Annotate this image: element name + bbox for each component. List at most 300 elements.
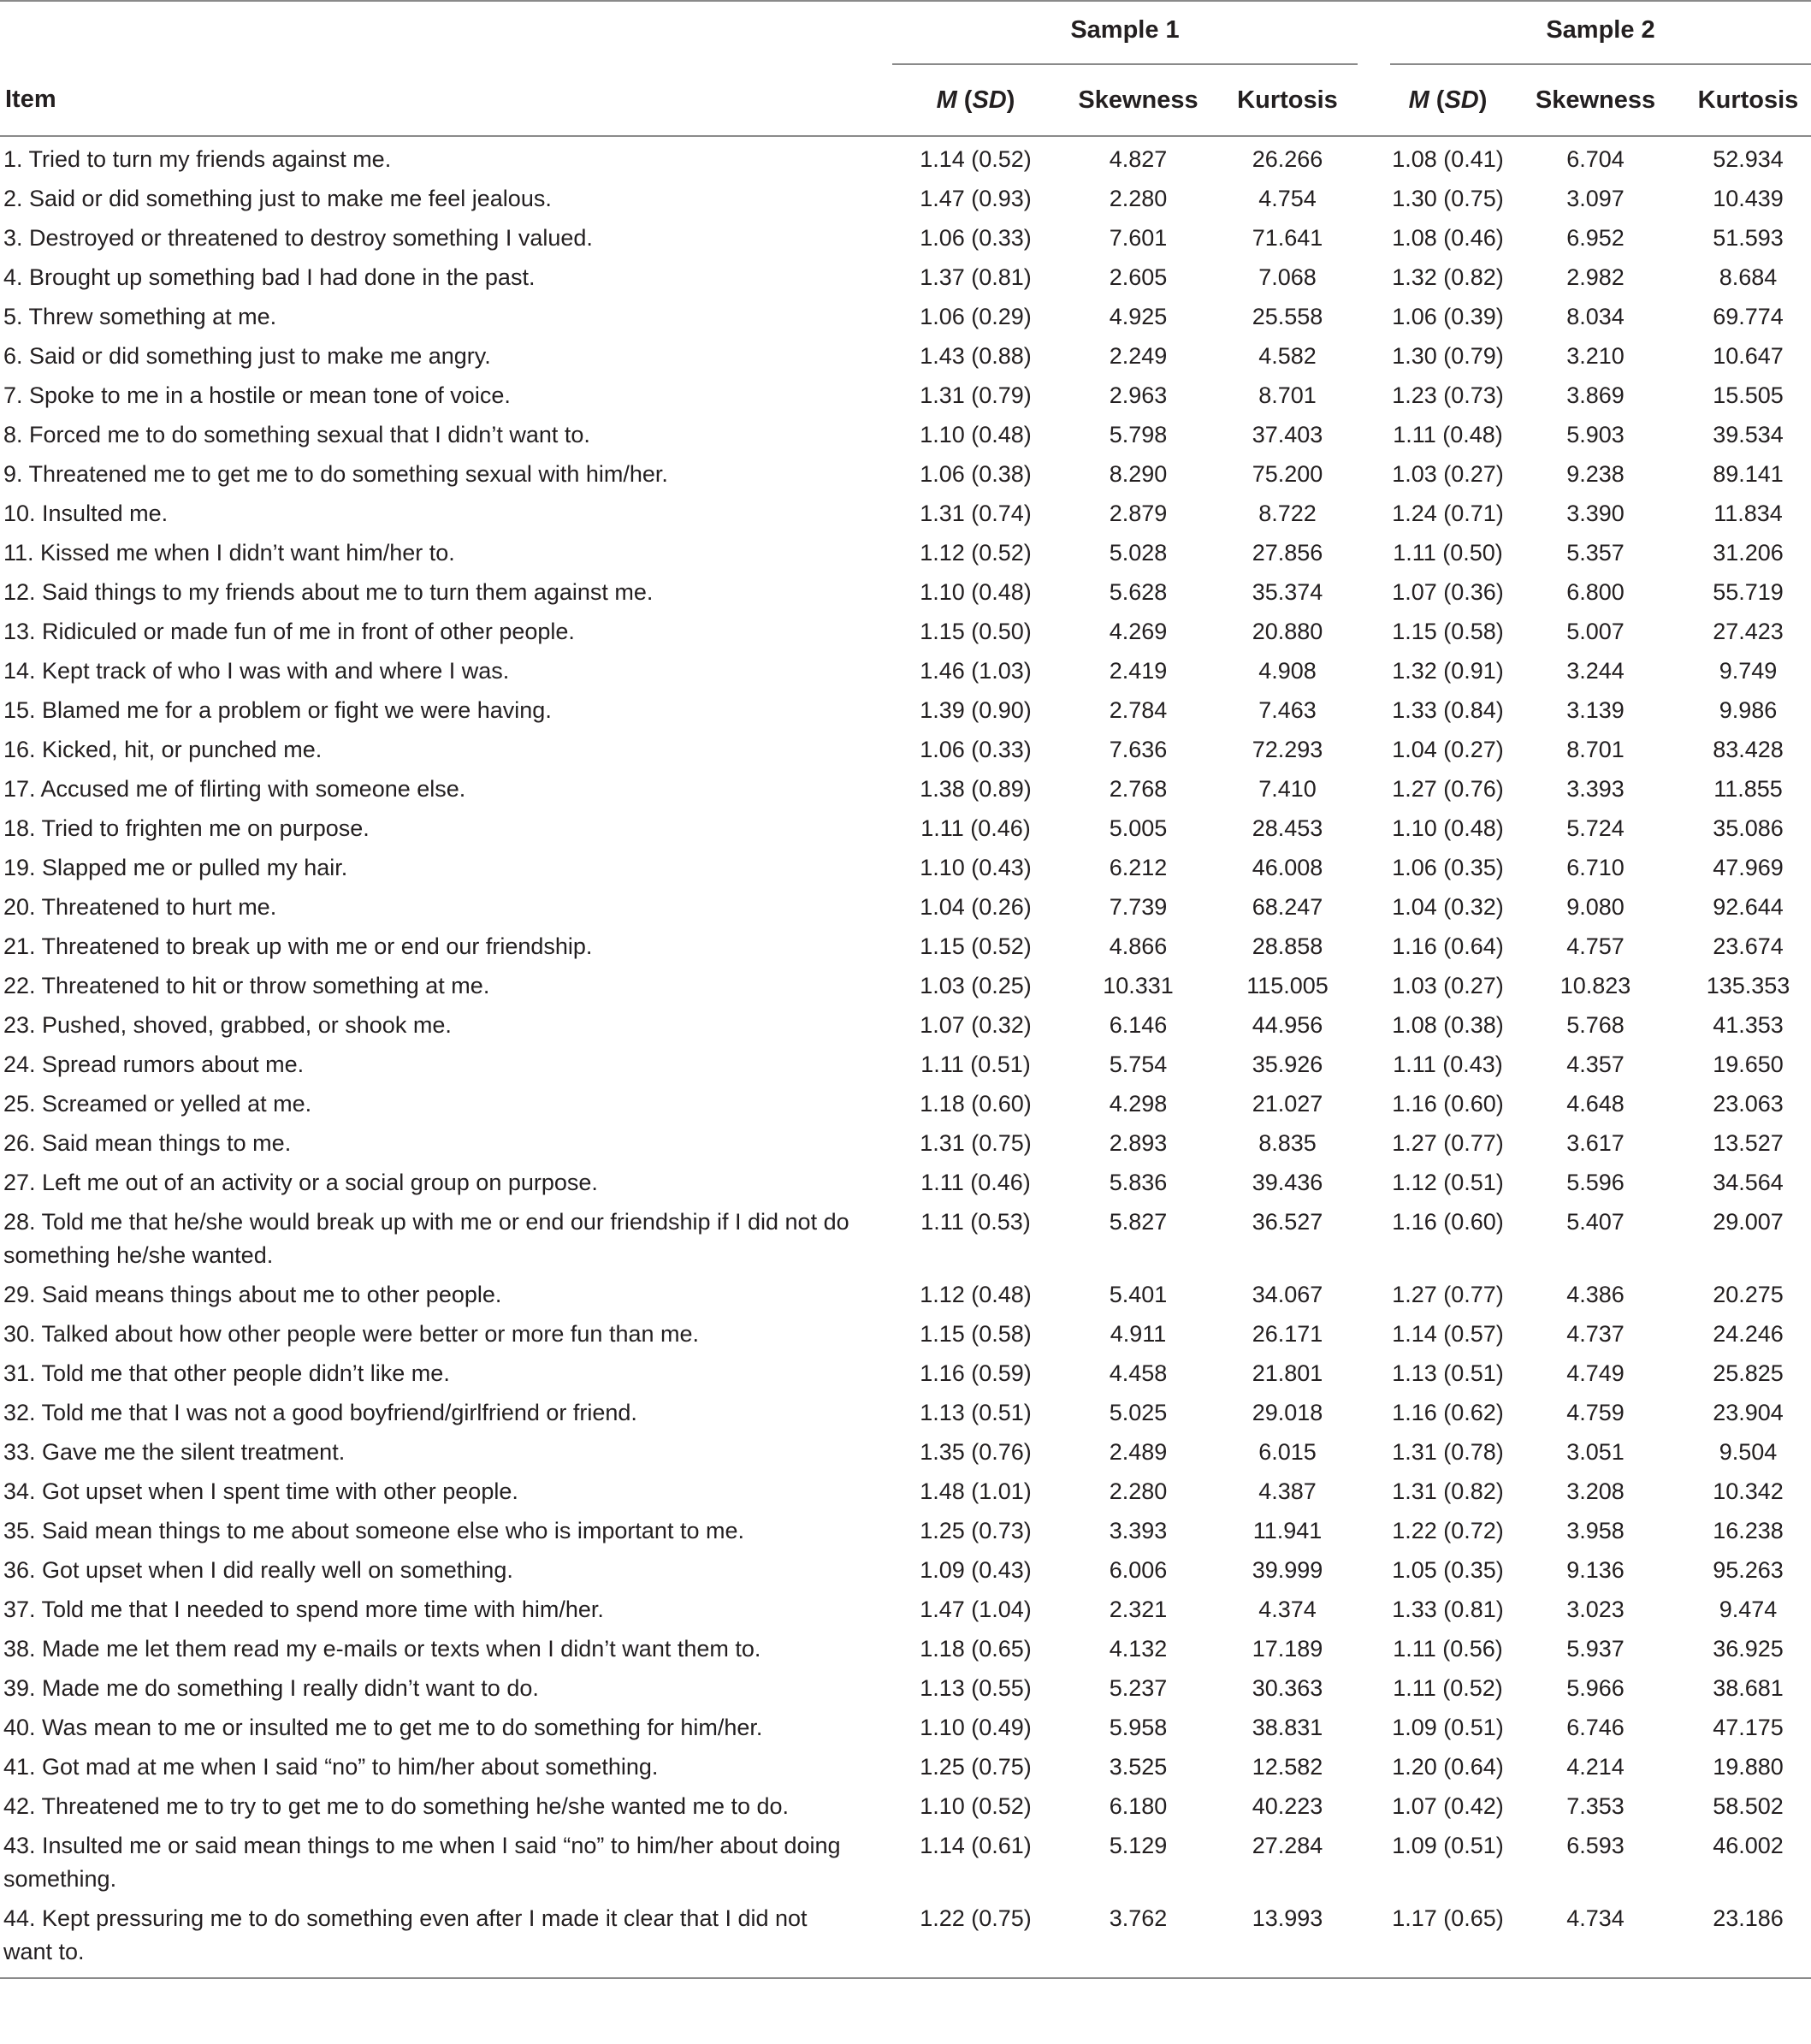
sample-2-skewness-cell: 4.357 [1566, 1052, 1625, 1077]
item-cell: 20. Threatened to hurt me. [3, 894, 277, 920]
sample-2-kurtosis-cell: 27.423 [1713, 619, 1784, 644]
item-cell: 41. Got mad at me when I said “no” to him/her about something. [3, 1754, 659, 1780]
column-header-row [0, 64, 1811, 136]
sample-1-skewness-cell: 7.739 [1109, 894, 1168, 920]
sample-1-kurtosis-cell: 46.008 [1252, 855, 1323, 880]
sample-2-mean-sd-cell: 1.11 (0.50) [1393, 540, 1503, 566]
sample-1-skewness-cell: 2.784 [1109, 697, 1168, 723]
sample-1-mean-sd-cell: 1.06 (0.38) [920, 461, 1032, 487]
sample-2-mean-sd-cell: 1.33 (0.84) [1392, 697, 1504, 723]
sample-1-skewness-cell: 4.298 [1109, 1091, 1168, 1117]
sample-1-kurtosis-cell: 38.831 [1252, 1715, 1323, 1740]
sample-2-mean-sd-cell: 1.06 (0.35) [1392, 855, 1504, 880]
sample-2-kurtosis-cell: 13.527 [1713, 1130, 1784, 1156]
sample-1-group-header: Sample 1 [892, 2, 1358, 64]
table-row [0, 727, 1811, 767]
sample-2-kurtosis-cell: 16.238 [1713, 1518, 1784, 1543]
sample-1-skewness-cell: 2.893 [1109, 1130, 1168, 1156]
sample-1-mean-sd-cell: 1.06 (0.29) [920, 304, 1032, 329]
sample-2-skewness-cell: 5.937 [1566, 1636, 1625, 1662]
item-cell: 13. Ridiculed or made fun of me in front of other people. [3, 619, 575, 644]
sample-2-mean-sd-cell: 1.22 (0.72) [1392, 1518, 1504, 1543]
table-row [0, 1003, 1811, 1042]
sample-2-mean-sd-cell: 1.11 (0.48) [1393, 422, 1503, 447]
item-cell: 19. Slapped me or pulled my hair. [3, 855, 348, 880]
table-row [0, 294, 1811, 334]
sample-2-skewness-cell: 3.617 [1566, 1130, 1625, 1156]
sample-1-skewness-cell: 7.636 [1109, 737, 1168, 762]
table-row [0, 1390, 1811, 1430]
item-cell: 34. Got upset when I spent time with other people. [3, 1478, 518, 1504]
sample-1-mean-sd-cell: 1.03 (0.25) [920, 973, 1032, 998]
item-cell: 31. Told me that other people didn’t like me. [3, 1360, 450, 1386]
table-row [0, 216, 1811, 255]
sample-2-skewness-cell: 6.800 [1566, 579, 1625, 605]
table-row [0, 255, 1811, 294]
sample-2-mean-sd-cell: 1.14 (0.57) [1392, 1321, 1504, 1347]
sample-2-kurtosis-cell: 20.275 [1713, 1282, 1784, 1307]
sample-2-mean-sd-cell: 1.05 (0.35) [1392, 1557, 1504, 1583]
sample-1-mean-sd-cell: 1.48 (1.01) [920, 1478, 1032, 1504]
sample-1-kurtosis-cell: 6.015 [1258, 1439, 1317, 1465]
sample-1-kurtosis-cell: 40.223 [1252, 1793, 1323, 1819]
sample-2-kurtosis-cell: 55.719 [1713, 579, 1784, 605]
item-cell: 12. Said things to my friends about me to turn them against me. [3, 579, 654, 605]
sample-1-mean-sd-cell: 1.31 (0.74) [920, 501, 1032, 526]
sample-2-kurtosis-cell: 9.986 [1719, 697, 1778, 723]
sample-2-mean-sd-cell: 1.32 (0.91) [1392, 658, 1504, 684]
sample-2-skewness-cell: 4.386 [1566, 1282, 1625, 1307]
sample-1-mean-sd-cell: 1.16 (0.59) [920, 1360, 1032, 1386]
sample-1-mean-sd-cell: 1.22 (0.75) [892, 1896, 1059, 1978]
sample-1-mean-sd-cell: 1.10 (0.48) [920, 422, 1032, 447]
table-row [0, 1666, 1811, 1705]
sample-2-kurtosis-cell: 23.186 [1685, 1896, 1811, 1978]
table-row [0, 530, 1811, 570]
sample-2-skewness-cell: 6.704 [1566, 146, 1625, 172]
sample-2-mean-sd-cell: 1.27 (0.77) [1392, 1282, 1504, 1307]
table-row [0, 491, 1811, 530]
sample-1-skewness-cell: 6.006 [1109, 1557, 1168, 1583]
sample-1-skewness-cell: 5.836 [1109, 1170, 1168, 1195]
sample-1-mean-sd-cell: 1.38 (0.89) [920, 776, 1032, 802]
sample-2-mean-sd-cell: 1.27 (0.77) [1392, 1130, 1504, 1156]
sample-1-mean-sd-cell: 1.13 (0.55) [920, 1675, 1032, 1701]
item-cell: 6. Said or did something just to make me angry. [3, 343, 491, 369]
sample-1-skewness-cell: 8.290 [1109, 461, 1168, 487]
sample-2-mean-sd-cell: 1.03 (0.27) [1392, 973, 1504, 998]
table-row [0, 767, 1811, 806]
sample-2-kurtosis-cell: 9.474 [1719, 1597, 1778, 1622]
sample-1-kurtosis-cell: 26.171 [1252, 1321, 1323, 1347]
sample-2-kurtosis-cell: 29.007 [1713, 1209, 1784, 1235]
item-cell: 15. Blamed me for a problem or fight we were having. [3, 697, 552, 723]
sample-2-kurtosis-cell: 9.749 [1719, 658, 1778, 684]
sample-2-skewness-cell: 6.593 [1566, 1833, 1625, 1858]
item-cell: 22. Threatened to hit or throw something at me. [3, 973, 490, 998]
item-cell: 17. Accused me of flirting with someone else. [3, 776, 466, 802]
sample-1-kurtosis-cell: 44.956 [1252, 1012, 1323, 1038]
item-cell: 2. Said or did something just to make me feel jealous. [3, 186, 552, 211]
sample-1-kurtosis-cell: 7.463 [1258, 697, 1317, 723]
sample-1-kurtosis-cell: 115.005 [1246, 973, 1329, 998]
sample-2-skewness-cell: 3.210 [1566, 343, 1625, 369]
item-cell: 24. Spread rumors about me. [3, 1052, 305, 1077]
item-cell: 26. Said mean things to me. [3, 1130, 292, 1156]
sample-1-mean-sd-cell: 1.10 (0.48) [920, 579, 1032, 605]
sample-2-kurtosis-cell: 23.063 [1713, 1091, 1784, 1117]
sample-1-kurtosis-cell: 28.858 [1252, 933, 1323, 959]
sample-1-kurtosis-cell: 68.247 [1252, 894, 1323, 920]
sample-2-skewness-cell: 3.958 [1566, 1518, 1625, 1543]
sample-1-skewness-cell: 6.146 [1109, 1012, 1168, 1038]
sample-2-kurtosis-cell: 15.505 [1713, 382, 1784, 408]
sample-2-skewness-cell: 4.734 [1506, 1896, 1685, 1978]
sample-2-skewness-cell: 7.353 [1566, 1793, 1625, 1819]
sample-2-skewness-cell: 9.238 [1566, 461, 1625, 487]
item-cell: 38. Made me let them read my e-mails or texts when I didn’t want them to. [3, 1636, 761, 1662]
sample-1-mean-sd-cell: 1.47 (1.04) [920, 1597, 1032, 1622]
sample-2-mean-sd-cell: 1.11 (0.43) [1393, 1052, 1503, 1077]
sample-1-mean-sd-cell: 1.25 (0.75) [920, 1754, 1032, 1780]
sample-2-skewness-cell: 8.701 [1566, 737, 1625, 762]
sample-1-kurtosis-cell: 4.754 [1258, 186, 1317, 211]
item-cell: 7. Spoke to me in a hostile or mean tone of voice. [3, 382, 511, 408]
sample-2-mean-sd-cell: 1.07 (0.42) [1392, 1793, 1504, 1819]
table-row [0, 570, 1811, 609]
sample-1-kurtosis-cell: 7.068 [1258, 264, 1317, 290]
sample-1-skewness-cell: 6.212 [1109, 855, 1168, 880]
sample-2-mean-sd-cell: 1.17 (0.65) [1390, 1896, 1506, 1978]
sample-1-skewness-cell: 2.321 [1109, 1597, 1168, 1622]
table-row [0, 452, 1811, 491]
sample-2-kurtosis-cell: 24.246 [1713, 1321, 1784, 1347]
sample-1-mean-sd-cell: 1.11 (0.51) [920, 1052, 1031, 1077]
sample-1-skewness-cell: 2.249 [1109, 343, 1168, 369]
item-cell: 35. Said mean things to me about someone else who is important to me. [3, 1518, 744, 1543]
table-row [0, 1469, 1811, 1508]
sample-2-kurtosis-cell: 10.439 [1713, 186, 1784, 211]
sample-1-skewness-cell: 2.768 [1109, 776, 1168, 802]
sample-2-mean-sd-cell: 1.30 (0.79) [1392, 343, 1504, 369]
item-cell: 4. Brought up something bad I had done in the past. [3, 264, 536, 290]
table-row [0, 176, 1811, 216]
sample-2-skewness-cell: 3.139 [1566, 697, 1625, 723]
table-row [0, 688, 1811, 727]
sample-2-kurtosis-cell: 69.774 [1713, 304, 1784, 329]
table-row [0, 1351, 1811, 1390]
sample-1-kurtosis-cell: 37.403 [1252, 422, 1323, 447]
sample-2-mean-sd-cell: 1.04 (0.32) [1392, 894, 1504, 920]
sample-2-kurtosis-cell: 11.855 [1713, 776, 1783, 802]
sample-1-skewness-cell: 2.879 [1109, 501, 1168, 526]
sample-1-kurtosis-cell: 35.374 [1252, 579, 1323, 605]
sample-2-skewness-cell: 10.823 [1559, 973, 1631, 998]
sample-1-kurtosis-cell: 29.018 [1252, 1400, 1323, 1425]
sample-1-kurtosis-cell: 4.374 [1258, 1597, 1317, 1622]
item-cell: 1. Tried to turn my friends against me. [3, 146, 392, 172]
sample-2-skewness-cell: 2.982 [1566, 264, 1625, 290]
sample-2-kurtosis-cell: 41.353 [1713, 1012, 1784, 1038]
sample-2-skewness-cell: 3.023 [1566, 1597, 1625, 1622]
sample-2-skewness-cell: 6.746 [1566, 1715, 1625, 1740]
sample-2-group-header: Sample 2 [1390, 2, 1811, 64]
table-row [0, 845, 1811, 885]
item-cell: 42. Threatened me to try to get me to do something he/she wanted me to do. [3, 1793, 790, 1819]
sample-1-skewness-cell: 2.280 [1109, 186, 1168, 211]
sample-1-skewness-cell: 6.180 [1109, 1793, 1168, 1819]
sample-1-kurtosis-header: Kurtosis [1217, 64, 1358, 136]
sample-2-skewness-cell: 5.903 [1566, 422, 1625, 447]
item-cell: 8. Forced me to do something sexual that I didn’t want to. [3, 422, 590, 447]
sample-1-skewness-cell: 4.925 [1109, 304, 1168, 329]
sample-2-mean-sd-cell: 1.13 (0.51) [1392, 1360, 1504, 1386]
sample-2-kurtosis-cell: 92.644 [1713, 894, 1784, 920]
sample-2-kurtosis-cell: 47.175 [1713, 1715, 1784, 1740]
sample-1-mean-sd-cell: 1.12 (0.52) [920, 540, 1032, 566]
sample-2-kurtosis-cell: 8.684 [1719, 264, 1778, 290]
table-row [0, 1745, 1811, 1784]
item-cell: 18. Tried to frighten me on purpose. [3, 815, 370, 841]
sample-2-skewness-cell: 4.648 [1566, 1091, 1625, 1117]
table-row [0, 1705, 1811, 1745]
item-column-header: Item [0, 64, 892, 136]
sample-2-kurtosis-cell: 135.353 [1706, 973, 1790, 998]
item-cell: 37. Told me that I needed to spend more time with him/her. [3, 1597, 604, 1622]
sample-2-skewness-cell: 4.759 [1566, 1400, 1625, 1425]
sample-2-mean-sd-cell: 1.07 (0.36) [1392, 579, 1504, 605]
sample-2-mean-sd-cell: 1.12 (0.51) [1392, 1170, 1504, 1195]
item-cell: 3. Destroyed or threatened to destroy something I valued. [3, 225, 593, 251]
sample-2-kurtosis-cell: 10.647 [1713, 343, 1784, 369]
sample-1-mean-sd-cell: 1.46 (1.03) [920, 658, 1032, 684]
sample-2-mean-sd-header: M (SD) [1390, 64, 1506, 136]
item-cell: 11. Kissed me when I didn’t want him/her to. [3, 540, 455, 566]
table-row [0, 1548, 1811, 1587]
sample-1-mean-sd-cell: 1.14 (0.52) [920, 146, 1032, 172]
item-cell: 44. Kept pressuring me to do something even after I made it clear that I did not want to. [0, 1896, 892, 1978]
sample-1-skewness-cell: 3.393 [1109, 1518, 1168, 1543]
sample-2-mean-sd-cell: 1.16 (0.64) [1392, 933, 1504, 959]
sample-2-mean-sd-cell: 1.10 (0.48) [1392, 815, 1504, 841]
table-row [0, 373, 1811, 412]
sample-2-skewness-cell: 3.097 [1566, 186, 1625, 211]
sample-2-kurtosis-cell: 39.534 [1713, 422, 1784, 447]
item-cell: 9. Threatened me to get me to do something sexual with him/her. [3, 461, 668, 487]
item-cell: 36. Got upset when I did really well on something. [3, 1557, 513, 1583]
sample-1-skewness-cell: 4.458 [1109, 1360, 1168, 1386]
sample-1-mean-sd-cell: 1.10 (0.49) [920, 1715, 1032, 1740]
table-row [0, 963, 1811, 1003]
sample-2-skewness-cell: 5.357 [1566, 540, 1625, 566]
sample-1-skewness-cell: 3.525 [1109, 1754, 1168, 1780]
sample-1-skewness-cell: 5.028 [1109, 540, 1168, 566]
sample-2-kurtosis-cell: 31.206 [1713, 540, 1784, 566]
sample-1-mean-sd-cell: 1.04 (0.26) [920, 894, 1032, 920]
sample-1-skewness-cell: 5.005 [1109, 815, 1168, 841]
sample-2-skewness-cell: 6.952 [1566, 225, 1625, 251]
sample-2-skewness-cell: 9.080 [1566, 894, 1625, 920]
table-row [0, 649, 1811, 688]
sample-2-mean-sd-cell: 1.31 (0.82) [1392, 1478, 1504, 1504]
sample-2-mean-sd-cell: 1.31 (0.78) [1392, 1439, 1504, 1465]
sample-2-mean-sd-cell: 1.04 (0.27) [1392, 737, 1504, 762]
table-row [0, 1200, 1811, 1272]
sample-2-kurtosis-cell: 52.934 [1713, 146, 1784, 172]
item-cell: 32. Told me that I was not a good boyfriend/girlfriend or friend. [3, 1400, 637, 1425]
sample-1-kurtosis-cell: 20.880 [1252, 619, 1323, 644]
sample-1-kurtosis-cell: 7.410 [1258, 776, 1317, 802]
item-cell: 5. Threw something at me. [3, 304, 277, 329]
table-row [0, 1430, 1811, 1469]
sample-2-mean-sd-cell: 1.27 (0.76) [1392, 776, 1504, 802]
sample-2-skewness-cell: 9.136 [1566, 1557, 1625, 1583]
sample-1-mean-sd-cell: 1.37 (0.81) [920, 264, 1032, 290]
sample-1-skewness-cell: 5.237 [1109, 1675, 1168, 1701]
table-row [0, 1896, 1811, 1978]
sample-1-kurtosis-cell: 21.027 [1252, 1091, 1323, 1117]
sample-1-kurtosis-cell: 17.189 [1252, 1636, 1323, 1662]
sample-2-kurtosis-cell: 58.502 [1713, 1793, 1784, 1819]
table-row [0, 1626, 1811, 1666]
table-row [0, 1121, 1811, 1160]
sample-2-kurtosis-cell: 11.834 [1713, 501, 1783, 526]
sample-2-kurtosis-cell: 46.002 [1713, 1833, 1784, 1858]
sample-1-kurtosis-cell: 8.835 [1258, 1130, 1317, 1156]
sample-1-kurtosis-cell: 27.856 [1252, 540, 1323, 566]
sample-2-kurtosis-cell: 83.428 [1713, 737, 1784, 762]
item-cell: 39. Made me do something I really didn’t want to do. [3, 1675, 539, 1701]
sample-2-mean-sd-cell: 1.06 (0.39) [1392, 304, 1504, 329]
sample-1-kurtosis-cell: 30.363 [1252, 1675, 1323, 1701]
sample-1-skewness-cell: 4.132 [1109, 1636, 1168, 1662]
sample-2-skewness-cell: 6.710 [1566, 855, 1625, 880]
table-row [0, 1312, 1811, 1351]
sample-1-skewness-cell: 2.605 [1109, 264, 1168, 290]
table-row [0, 806, 1811, 845]
sample-1-mean-sd-cell: 1.25 (0.73) [920, 1518, 1032, 1543]
sample-2-kurtosis-cell: 10.342 [1713, 1478, 1784, 1504]
sample-1-skewness-cell: 7.601 [1109, 225, 1168, 251]
sample-1-mean-sd-cell: 1.47 (0.93) [920, 186, 1032, 211]
sample-2-skewness-cell: 4.737 [1566, 1321, 1625, 1347]
sample-1-skewness-cell: 5.025 [1109, 1400, 1168, 1425]
table-row [0, 885, 1811, 924]
sample-2-mean-sd-cell: 1.30 (0.75) [1392, 186, 1504, 211]
table-row [0, 412, 1811, 452]
sample-1-kurtosis-cell: 27.284 [1252, 1833, 1323, 1858]
sample-1-mean-sd-cell: 1.31 (0.79) [920, 382, 1032, 408]
item-cell: 28. Told me that he/she would break up with me or end our friendship if I did not do something he/she wanted. [3, 1209, 849, 1268]
table-row [0, 1823, 1811, 1896]
sample-1-mean-sd-cell: 1.11 (0.46) [920, 1170, 1031, 1195]
item-cell: 14. Kept track of who I was with and where I was. [3, 658, 510, 684]
sample-1-mean-sd-cell: 1.07 (0.32) [920, 1012, 1032, 1038]
sample-1-mean-sd-cell: 1.15 (0.58) [920, 1321, 1032, 1347]
sample-2-skewness-cell: 5.007 [1566, 619, 1625, 644]
sample-1-skewness-cell: 2.419 [1109, 658, 1168, 684]
sample-1-skewness-cell: 2.963 [1109, 382, 1168, 408]
sample-2-mean-sd-cell: 1.08 (0.46) [1392, 225, 1504, 251]
sample-1-kurtosis-cell: 34.067 [1252, 1282, 1323, 1307]
sample-2-kurtosis-cell: 9.504 [1719, 1439, 1778, 1465]
sample-1-kurtosis-cell: 36.527 [1252, 1209, 1323, 1235]
table-row [0, 1587, 1811, 1626]
sample-1-mean-sd-cell: 1.15 (0.52) [920, 933, 1032, 959]
sample-2-skewness-cell: 4.749 [1566, 1360, 1625, 1386]
sample-2-mean-sd-cell: 1.15 (0.58) [1392, 619, 1504, 644]
sample-2-mean-sd-cell: 1.11 (0.52) [1393, 1675, 1503, 1701]
sample-2-skewness-cell: 5.724 [1566, 815, 1625, 841]
item-cell: 16. Kicked, hit, or punched me. [3, 737, 323, 762]
sample-2-skewness-cell: 4.214 [1566, 1754, 1625, 1780]
sample-1-mean-sd-cell: 1.15 (0.50) [920, 619, 1032, 644]
sample-2-mean-sd-cell: 1.08 (0.41) [1392, 146, 1504, 172]
sample-1-skewness-cell: 2.489 [1109, 1439, 1168, 1465]
sample-1-mean-sd-cell: 1.12 (0.48) [920, 1282, 1032, 1307]
sample-1-kurtosis-cell: 39.999 [1252, 1557, 1323, 1583]
sample-2-skewness-cell: 5.596 [1566, 1170, 1625, 1195]
sample-1-mean-sd-cell: 1.43 (0.88) [920, 343, 1032, 369]
sample-1-skewness-cell: 4.866 [1109, 933, 1168, 959]
table-row [0, 609, 1811, 649]
sample-1-skewness-cell: 5.798 [1109, 422, 1168, 447]
sample-1-kurtosis-cell: 39.436 [1252, 1170, 1323, 1195]
sample-2-mean-sd-cell: 1.32 (0.82) [1392, 264, 1504, 290]
table-row [0, 1508, 1811, 1548]
sample-2-skewness-header: Skewness [1506, 64, 1685, 136]
sample-2-skewness-cell: 3.869 [1566, 382, 1625, 408]
sample-1-mean-sd-cell: 1.18 (0.65) [920, 1636, 1032, 1662]
sample-1-skewness-cell: 5.754 [1109, 1052, 1168, 1077]
sample-2-skewness-cell: 3.393 [1566, 776, 1625, 802]
sample-2-skewness-cell: 5.768 [1566, 1012, 1625, 1038]
sample-1-skewness-cell: 3.762 [1059, 1896, 1217, 1978]
sample-2-kurtosis-cell: 19.650 [1713, 1052, 1784, 1077]
item-cell: 27. Left me out of an activity or a social group on purpose. [3, 1170, 598, 1195]
sample-2-skewness-cell: 4.757 [1566, 933, 1625, 959]
sample-1-kurtosis-cell: 75.200 [1252, 461, 1323, 487]
sample-2-skewness-cell: 3.051 [1566, 1439, 1625, 1465]
table-row [0, 1042, 1811, 1081]
sample-1-kurtosis-cell: 11.941 [1252, 1518, 1323, 1543]
sample-2-kurtosis-header: Kurtosis [1685, 64, 1811, 136]
sample-2-mean-sd-cell: 1.20 (0.64) [1392, 1754, 1504, 1780]
sample-1-mean-sd-cell: 1.10 (0.52) [920, 1793, 1032, 1819]
sample-1-skewness-cell: 5.401 [1109, 1282, 1168, 1307]
sample-2-mean-sd-cell: 1.16 (0.60) [1392, 1209, 1504, 1235]
sample-2-mean-sd-cell: 1.08 (0.38) [1392, 1012, 1504, 1038]
sample-1-kurtosis-cell: 25.558 [1252, 304, 1323, 329]
table-row [0, 1272, 1811, 1312]
sample-1-mean-sd-cell: 1.18 (0.60) [920, 1091, 1032, 1117]
sample-2-mean-sd-cell: 1.09 (0.51) [1392, 1715, 1504, 1740]
sample-2-mean-sd-cell: 1.16 (0.60) [1392, 1091, 1504, 1117]
item-cell: 21. Threatened to break up with me or end our friendship. [3, 933, 593, 959]
sample-2-mean-sd-cell: 1.03 (0.27) [1392, 461, 1504, 487]
sample-2-mean-sd-cell: 1.33 (0.81) [1392, 1597, 1504, 1622]
sample-1-mean-sd-cell: 1.10 (0.43) [920, 855, 1032, 880]
sample-2-kurtosis-cell: 47.969 [1713, 855, 1784, 880]
sample-1-kurtosis-cell: 26.266 [1252, 146, 1323, 172]
sample-2-kurtosis-cell: 35.086 [1713, 815, 1784, 841]
sample-1-kurtosis-cell: 4.582 [1258, 343, 1317, 369]
table-row [0, 1081, 1811, 1121]
sample-2-kurtosis-cell: 19.880 [1713, 1754, 1784, 1780]
sample-1-mean-sd-cell: 1.11 (0.53) [920, 1209, 1031, 1235]
item-cell: 30. Talked about how other people were better or more fun than me. [3, 1321, 700, 1347]
sample-1-mean-sd-cell: 1.11 (0.46) [920, 815, 1031, 841]
